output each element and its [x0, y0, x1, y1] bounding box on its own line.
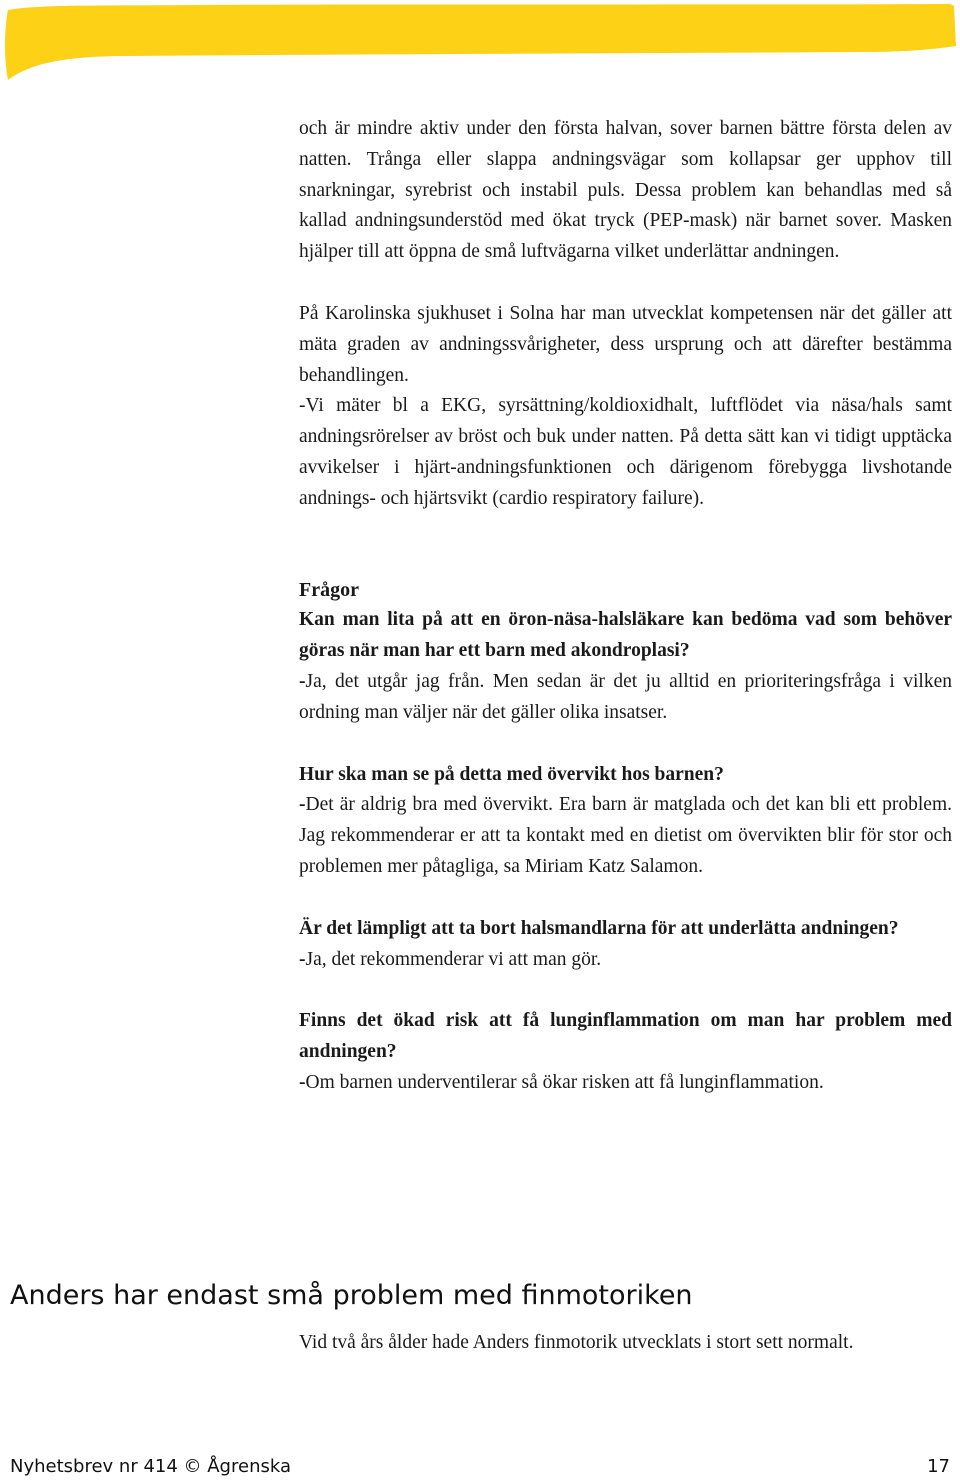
intro-paragraph-1: och är mindre aktiv under den första halvan, sover barnen bättre första delen av natten. Trånga eller slappa andningsvägar som kollapsar ger upphov till snarkningar, syrebrist och instabil puls. Dessa problem kan behandlas med så kallad andningsunderstöd med ökat tryck (PEP-mask) när barnet sover. Masken hjälper till att öppna de små luftvägarna vilket underlättar andningen.	[299, 118, 952, 263]
faq-answer-3	[299, 945, 952, 976]
spacer	[299, 975, 952, 1006]
header-yellow-brush-stroke	[0, 0, 960, 84]
faq-answer-4	[299, 1068, 952, 1099]
faq-question-2: Hur ska man se på detta med övervikt hos barnen?	[299, 763, 724, 785]
answer-dash: -	[299, 794, 306, 816]
faq-answer-text: Ja, det utgår jag från. Men sedan är det ju alltid en prioriteringsfråga i vilken ordning man väljer när det gäller olika insatser.	[299, 670, 952, 723]
faq-answer-text: Ja, det rekommenderar vi att man gör.	[305, 948, 602, 970]
main-article-column	[299, 114, 952, 1099]
footer-publication: Nyhetsbrev nr 414 © Ågrenska	[10, 1456, 291, 1477]
faq-answer-text: Det är aldrig bra med övervikt. Era barn är matglada och det kan bli ett problem. Jag rekommenderar er att ta kontakt med en dietist om övervikten blir för stor och problemen mer påtagliga, sa Miriam Katz Salamon.	[299, 794, 952, 877]
faq-answer-2	[299, 790, 952, 882]
faq-question-4: Finns det ökad risk att få lunginflammation om man har problem med andningen?	[299, 1010, 952, 1063]
faq-question-3: Är det lämpligt att ta bort halsmandlarna för att underlätta andningen?	[299, 917, 899, 939]
yellow-band-shape	[5, 4, 956, 80]
spacer	[299, 515, 952, 575]
answer-dash: -	[299, 670, 306, 692]
page-footer	[0, 1452, 960, 1483]
spacer	[299, 729, 952, 760]
section-heading: Anders har endast små problem med finmotoriken	[10, 1280, 693, 1311]
spacer	[299, 883, 952, 914]
section-paragraph: Vid två års ålder hade Anders finmotorik utvecklats i stort sett normalt.	[299, 1332, 854, 1353]
intro-paragraph-3: -Vi mäter bl a EKG, syrsättning/koldioxidhalt, luftflödet via näsa/hals samt andningsrörelser av bröst och buk under natten. På detta sätt kan vi tidigt upptäcka avvikelser i hjärt-andningsfunktionen och därigenom förebygga livshotande andnings- och hjärtsvikt (cardio respiratory failure).	[299, 395, 952, 509]
faq-answer-text: Om barnen underventilerar så ökar risken att få lunginflammation.	[305, 1071, 824, 1093]
faq-section	[299, 575, 952, 1099]
faq-question-1: Kan man lita på att en öron-näsa-halsläkare kan bedöma vad som behöver göras när man har ett barn med akondroplasi?	[299, 609, 952, 662]
answer-dash: -	[299, 948, 306, 970]
faq-answer-1	[299, 667, 952, 729]
faq-title: Frågor	[299, 578, 359, 601]
page-number: 17	[927, 1456, 950, 1477]
spacer	[299, 268, 952, 299]
answer-dash: -	[299, 1071, 306, 1093]
intro-paragraph-2: På Karolinska sjukhuset i Solna har man utvecklat kompetensen när det gäller att mäta graden av andningssvårigheter, dess ursprung och att därefter bestämma behandlingen.	[299, 302, 952, 386]
